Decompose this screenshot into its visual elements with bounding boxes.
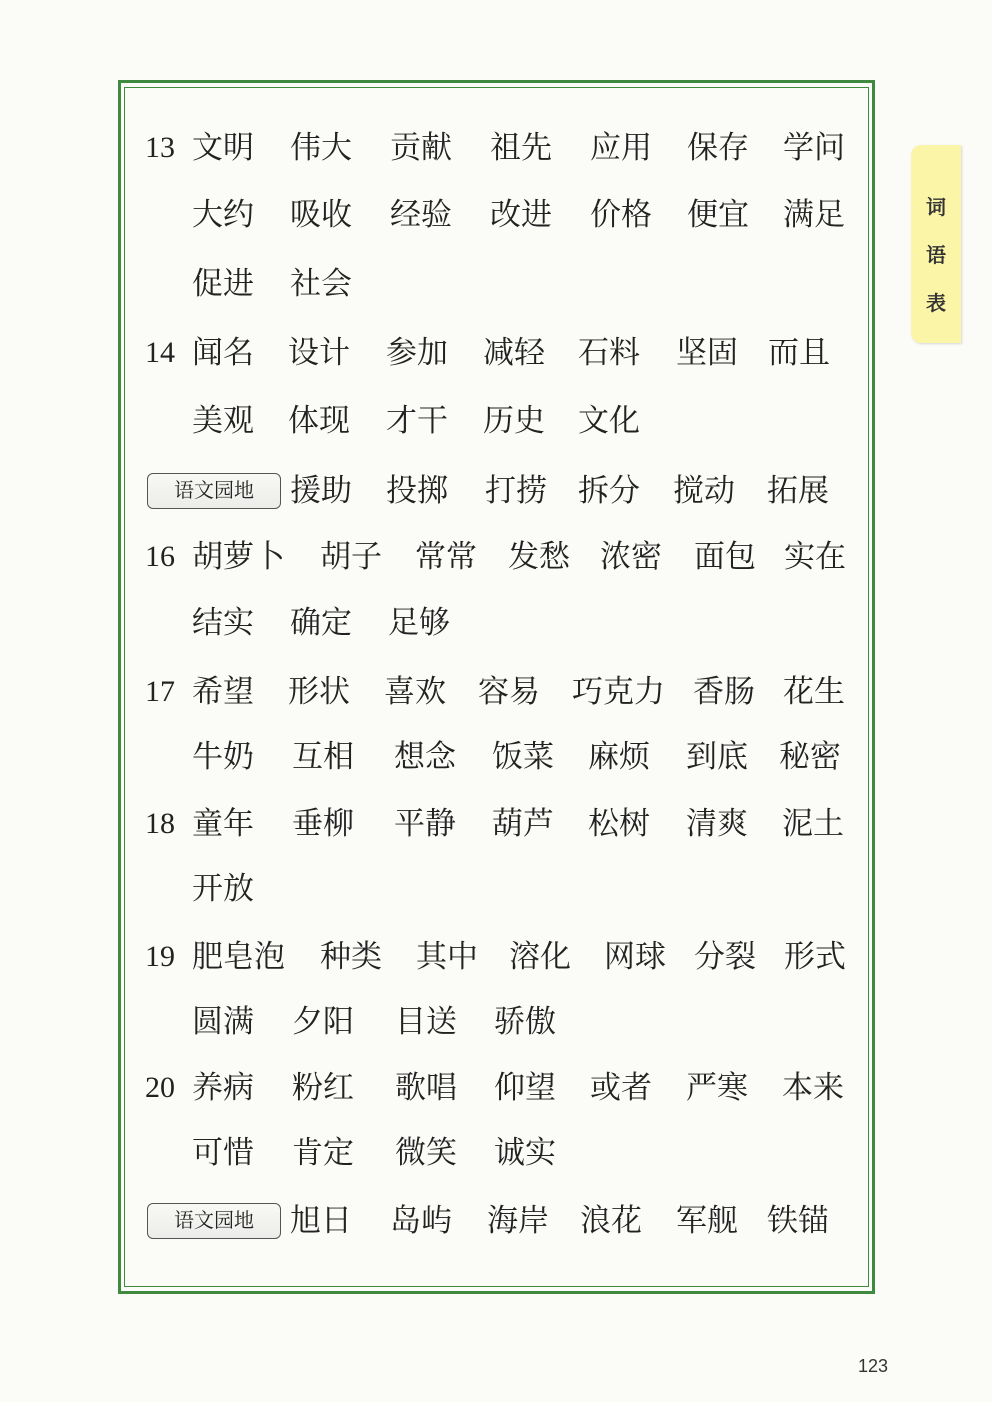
vocabulary-word: 圆满 [192, 1004, 254, 1040]
vocabulary-word: 花生 [783, 674, 845, 710]
vocabulary-word: 松树 [588, 806, 650, 842]
vocabulary-word: 想念 [394, 739, 456, 775]
vocabulary-word: 搅动 [673, 473, 735, 509]
vocabulary-word: 目送 [395, 1004, 457, 1040]
vocabulary-word: 养病 [192, 1070, 254, 1106]
vocabulary-word: 仰望 [494, 1070, 556, 1106]
vocabulary-word: 秘密 [779, 739, 841, 775]
vocabulary-word: 发愁 [508, 539, 570, 575]
vocabulary-word: 拓展 [767, 473, 829, 509]
vocabulary-word: 形状 [288, 674, 350, 710]
vocabulary-word: 麻烦 [588, 739, 650, 775]
vocabulary-word: 开放 [192, 871, 254, 907]
vocabulary-word: 结实 [192, 605, 254, 641]
vocabulary-word: 而且 [768, 335, 830, 371]
vocabulary-word: 巧克力 [572, 674, 665, 710]
vocabulary-word: 大约 [192, 197, 254, 233]
vocabulary-word: 分裂 [694, 939, 756, 975]
vocabulary-word: 学问 [783, 130, 845, 166]
vocabulary-word: 保存 [687, 130, 749, 166]
vocabulary-word: 吸收 [290, 197, 352, 233]
vocabulary-word: 美观 [192, 403, 254, 439]
vocabulary-word: 香肠 [693, 674, 755, 710]
vocabulary-word: 满足 [783, 197, 845, 233]
vocabulary-word: 体现 [288, 403, 350, 439]
vocabulary-word: 到底 [686, 739, 748, 775]
vocabulary-word: 改进 [490, 197, 552, 233]
vocabulary-word: 铁锚 [767, 1203, 829, 1239]
vocabulary-word: 肥皂泡 [192, 939, 285, 975]
vocabulary-word: 泥土 [782, 806, 844, 842]
vocabulary-word: 严寒 [686, 1070, 748, 1106]
vocabulary-word: 海岸 [487, 1203, 549, 1239]
lesson-number: 13 [145, 131, 175, 164]
vocabulary-word: 夕阳 [292, 1004, 354, 1040]
vocabulary-word: 网球 [604, 939, 666, 975]
vocabulary-word: 足够 [388, 605, 450, 641]
vocabulary-word: 促进 [192, 266, 254, 302]
vocabulary-word: 容易 [478, 674, 540, 710]
vocabulary-word: 岛屿 [390, 1203, 452, 1239]
vocabulary-word: 胡萝卜 [192, 539, 285, 575]
vocabulary-word: 粉红 [292, 1070, 354, 1106]
lesson-number: 17 [145, 675, 175, 708]
vocabulary-word: 种类 [320, 939, 382, 975]
vocabulary-word: 援助 [290, 473, 352, 509]
vocabulary-word: 其中 [416, 939, 478, 975]
vocabulary-word: 童年 [192, 806, 254, 842]
vocabulary-word: 微笑 [395, 1135, 457, 1171]
vocabulary-word: 葫芦 [492, 806, 554, 842]
vocabulary-word: 可惜 [192, 1135, 254, 1171]
vocabulary-word: 价格 [590, 197, 652, 233]
vocabulary-word: 减轻 [483, 335, 545, 371]
vocabulary-word: 文化 [578, 403, 640, 439]
vocabulary-word: 平静 [394, 806, 456, 842]
vocabulary-word: 浓密 [600, 539, 662, 575]
chinese-garden-badge: 语文园地 [147, 1203, 281, 1239]
vocabulary-word: 溶化 [509, 939, 571, 975]
vocabulary-word: 清爽 [686, 806, 748, 842]
vocabulary-word: 坚固 [676, 335, 738, 371]
vocabulary-word: 文明 [192, 130, 254, 166]
vocabulary-word: 饭菜 [492, 739, 554, 775]
vocabulary-word: 投掷 [386, 473, 448, 509]
vocabulary-word: 确定 [290, 605, 352, 641]
vocabulary-word: 参加 [386, 335, 448, 371]
vocabulary-word: 实在 [784, 539, 846, 575]
vocabulary-word: 贡献 [390, 130, 452, 166]
side-tab-vocabulary[interactable] [911, 145, 961, 343]
side-tab-char: 表 [926, 291, 946, 315]
vocabulary-word: 便宜 [687, 197, 749, 233]
vocabulary-word: 打捞 [485, 473, 547, 509]
vocabulary-word: 形式 [784, 939, 846, 975]
page-number: 123 [858, 1356, 889, 1376]
vocabulary-word: 喜欢 [384, 674, 446, 710]
vocabulary-word: 希望 [192, 674, 254, 710]
vocabulary-word: 经验 [390, 197, 452, 233]
vocabulary-word: 垂柳 [292, 806, 354, 842]
side-tab-char: 语 [926, 243, 946, 267]
vocabulary-word: 社会 [290, 266, 352, 302]
lesson-number: 20 [145, 1071, 175, 1104]
lesson-number: 16 [145, 540, 175, 573]
vocabulary-word: 旭日 [290, 1203, 352, 1239]
vocabulary-word: 拆分 [578, 473, 640, 509]
vocabulary-word: 应用 [590, 130, 652, 166]
vocabulary-word: 胡子 [320, 539, 382, 575]
lesson-number: 19 [145, 940, 175, 973]
vocabulary-word: 设计 [288, 335, 350, 371]
vocabulary-word: 互相 [292, 739, 354, 775]
vocabulary-word: 牛奶 [192, 739, 254, 775]
chinese-garden-badge: 语文园地 [147, 473, 281, 509]
vocabulary-word: 石料 [578, 335, 640, 371]
vocabulary-word: 或者 [590, 1070, 652, 1106]
side-tab-char: 词 [926, 195, 946, 219]
vocabulary-word: 伟大 [290, 130, 352, 166]
vocabulary-word: 闻名 [192, 335, 254, 371]
vocabulary-word: 诚实 [494, 1135, 556, 1171]
vocabulary-word: 面包 [694, 539, 756, 575]
vocabulary-word: 祖先 [490, 130, 552, 166]
vocabulary-word: 军舰 [676, 1203, 738, 1239]
vocabulary-word: 历史 [483, 403, 545, 439]
vocabulary-word: 常常 [415, 539, 477, 575]
vocabulary-word: 肯定 [292, 1135, 354, 1171]
vocabulary-word: 骄傲 [494, 1004, 556, 1040]
lesson-number: 14 [145, 336, 175, 369]
vocabulary-word: 歌唱 [395, 1070, 457, 1106]
lesson-number: 18 [145, 807, 175, 840]
vocabulary-word: 浪花 [580, 1203, 642, 1239]
vocabulary-word: 本来 [782, 1070, 844, 1106]
vocabulary-word: 才干 [386, 403, 448, 439]
